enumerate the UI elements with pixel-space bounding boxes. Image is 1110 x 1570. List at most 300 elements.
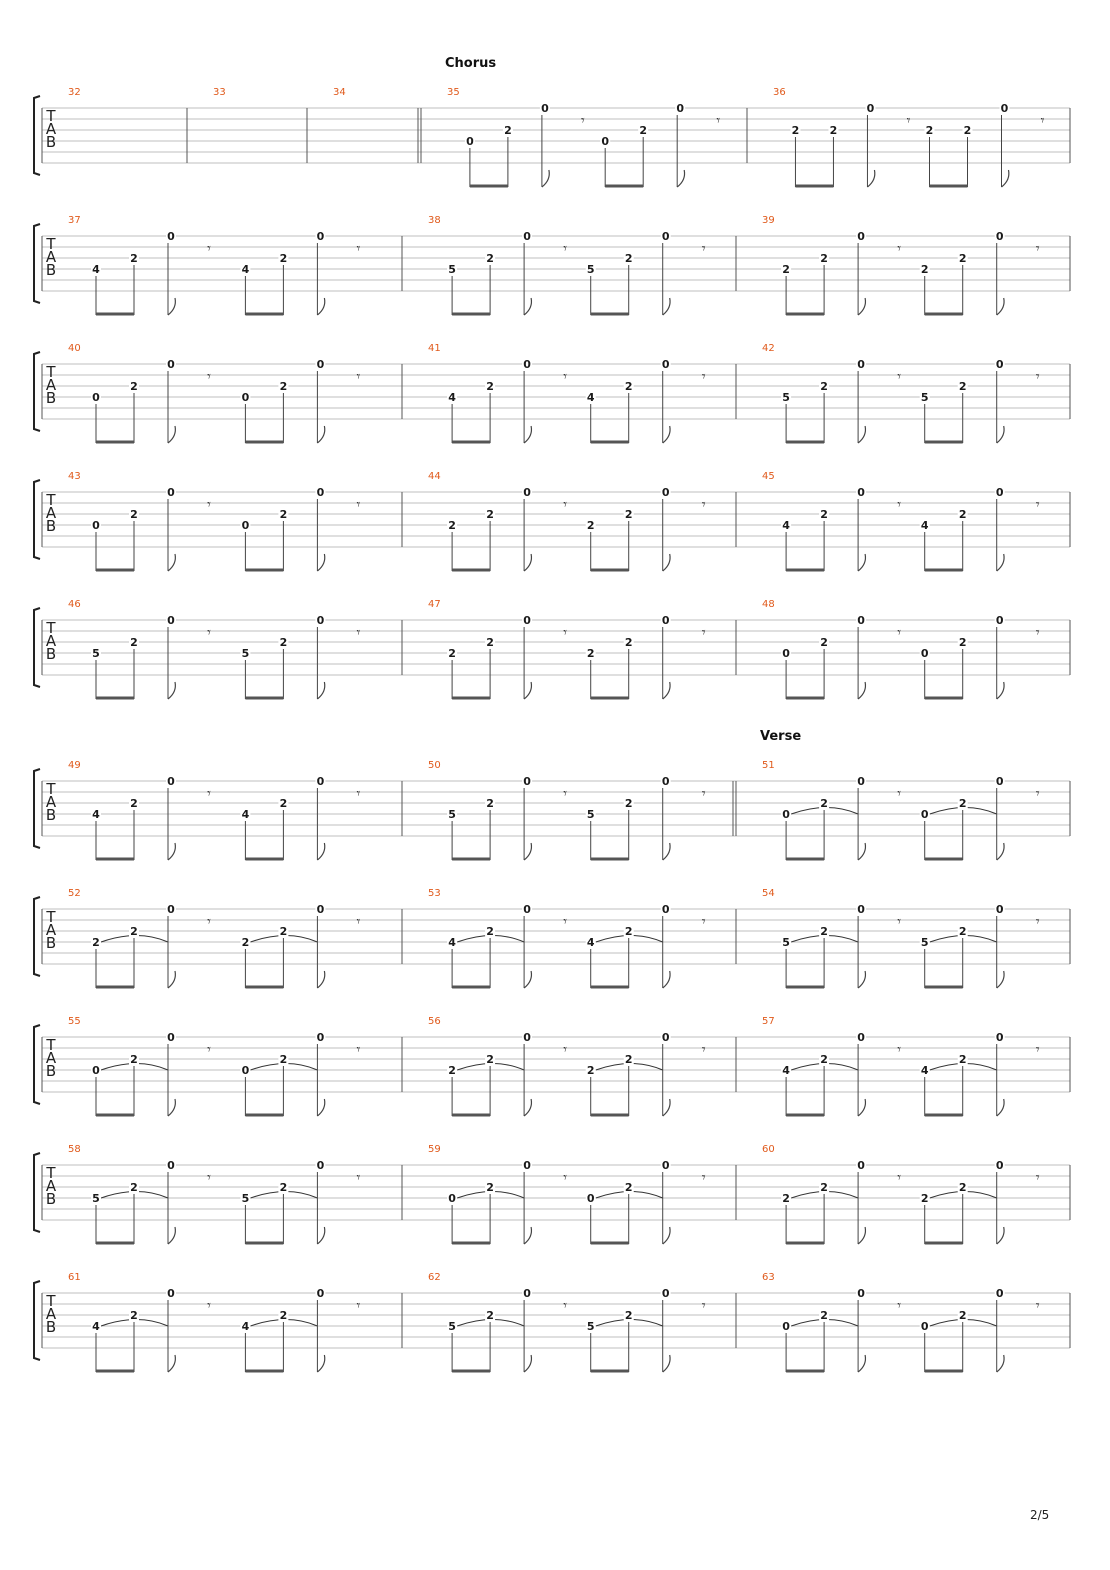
staff-system [34,471,1070,571]
fret-number-mid: 2 [963,124,972,137]
tab-clef-letter: B [45,1190,57,1208]
eighth-rest: 𝄾 [897,1298,901,1314]
fret-number-bass: 5 [920,391,929,404]
fret-number-bass: 4 [586,936,595,949]
fret-number-bass: 5 [920,936,929,949]
staff-system [34,1272,1070,1372]
note-flag [524,554,531,571]
eighth-rest: 𝄾 [207,1298,211,1314]
note-flag [663,971,670,988]
fret-number-top: 0 [541,102,549,115]
system-bracket [34,1153,40,1232]
fret-number-top: 0 [316,1287,325,1300]
fret-number-top: 0 [523,614,531,627]
fret-number-mid: 2 [486,925,494,938]
fret-number-top: 0 [857,1287,865,1300]
note-flag [677,170,684,187]
fret-number-mid: 2 [486,797,494,810]
fret-number-top: 0 [167,775,175,788]
eighth-rest: 𝄾 [356,1042,361,1058]
tab-clef-letter: B [45,389,57,407]
fret-number-top: 0 [661,230,670,243]
eighth-rest: 𝄾 [1035,497,1040,513]
eighth-rest: 𝄾 [207,914,211,930]
fret-number-bass: 5 [586,263,595,276]
fret-number-top: 0 [995,358,1004,371]
system-bracket [34,352,40,431]
fret-number-top: 0 [661,775,670,788]
fret-number-bass: 4 [448,936,456,949]
tab-clef-letter: T [46,107,56,125]
fret-number-bass: 2 [920,1192,929,1205]
fret-number-mid: 2 [958,252,967,265]
eighth-rest: 𝄾 [1035,1042,1040,1058]
fret-number-mid: 2 [958,797,967,810]
note-flag [1001,170,1008,187]
fret-number-mid: 2 [624,1309,633,1322]
note-flag [168,554,175,571]
fret-number-mid: 2 [820,380,828,393]
fret-number-top: 0 [857,614,865,627]
eighth-rest: 𝄾 [207,1042,211,1058]
fret-number-bass: 2 [920,263,929,276]
fret-number-bass: 5 [448,1320,456,1333]
fret-number-mid: 2 [958,380,967,393]
system-bracket [34,224,40,303]
note-flag [317,971,324,988]
fret-number-bass: 2 [448,519,456,532]
eighth-rest: 𝄾 [1035,241,1040,257]
fret-number-bass: 2 [782,263,790,276]
measure-number: 53 [428,888,441,899]
note-flag [663,1227,670,1244]
fret-number-top: 0 [661,486,670,499]
fret-number-bass: 0 [92,391,100,404]
eighth-rest: 𝄾 [897,497,901,513]
tab-clef-letter: T [46,908,56,926]
eighth-rest: 𝄾 [897,625,901,641]
fret-number-top: 0 [661,1287,670,1300]
fret-number-bass: 5 [586,808,595,821]
fret-number-mid: 2 [130,1309,138,1322]
fret-number-bass: 0 [782,1320,790,1333]
fret-number-bass: 2 [791,124,800,137]
eighth-rest: 𝄾 [701,1042,706,1058]
measure-number: 32 [68,87,81,98]
note-flag [168,1355,175,1372]
fret-number-top: 0 [316,903,325,916]
fret-number-bass: 0 [601,135,610,148]
note-flag [663,1099,670,1116]
fret-number-bass: 0 [241,519,250,532]
fret-number-mid: 2 [624,380,633,393]
system-bracket [34,96,40,175]
fret-number-top: 0 [676,102,685,115]
fret-number-bass: 2 [586,1064,595,1077]
eighth-rest: 𝄾 [1035,914,1040,930]
fret-number-bass: 2 [586,647,595,660]
tab-clef-letter: B [45,1062,57,1080]
system-bracket [34,480,40,559]
eighth-rest: 𝄾 [356,1298,361,1314]
fret-number-bass: 0 [920,1320,929,1333]
note-flag [858,426,865,443]
fret-number-bass: 4 [448,391,456,404]
fret-number-mid: 2 [820,1309,828,1322]
staff-system [34,343,1070,443]
tab-clef-letter: T [46,363,56,381]
eighth-rest: 𝄾 [701,369,706,385]
measure-number: 36 [773,87,786,98]
fret-number-bass: 5 [448,808,456,821]
eighth-rest: 𝄾 [563,1298,567,1314]
note-flag [168,1227,175,1244]
note-flag [858,554,865,571]
eighth-rest: 𝄾 [356,1170,361,1186]
measure-number: 61 [68,1272,81,1283]
fret-number-top: 0 [1000,102,1009,115]
eighth-rest: 𝄾 [207,625,211,641]
fret-number-top: 0 [995,775,1004,788]
fret-number-bass: 5 [92,1192,100,1205]
fret-number-mid: 2 [130,797,138,810]
measure-number: 34 [333,87,346,98]
fret-number-mid: 2 [958,636,967,649]
note-flag [524,682,531,699]
fret-number-mid: 2 [486,380,494,393]
fret-number-bass: 4 [241,263,250,276]
fret-number-top: 0 [523,1287,531,1300]
eighth-rest: 𝄾 [1035,1298,1040,1314]
note-flag [524,1355,531,1372]
fret-number-top: 0 [167,1031,175,1044]
fret-number-top: 0 [523,230,531,243]
fret-number-mid: 2 [130,1053,138,1066]
note-flag [168,843,175,860]
fret-number-bass: 4 [241,808,250,821]
fret-number-mid: 2 [820,636,828,649]
measure-number: 42 [762,343,775,354]
fret-number-bass: 5 [448,263,456,276]
tab-clef-letter: B [45,133,57,151]
note-flag [542,170,549,187]
fret-number-top: 0 [857,1159,865,1172]
staff-system [34,56,1070,187]
fret-number-top: 0 [167,358,175,371]
fret-number-mid: 2 [130,925,138,938]
measure-number: 47 [428,599,441,610]
eighth-rest: 𝄾 [207,786,211,802]
eighth-rest: 𝄾 [207,241,211,257]
tab-clef-letter: A [45,120,57,138]
fret-number-top: 0 [995,614,1004,627]
fret-number-mid: 2 [624,925,633,938]
fret-number-mid: 2 [624,1181,633,1194]
fret-number-mid: 2 [820,252,828,265]
staff-system [34,1016,1070,1116]
tab-clef-letter: T [46,1164,56,1182]
eighth-rest: 𝄾 [897,786,901,802]
fret-number-mid: 2 [279,1053,288,1066]
fret-number-bass: 0 [92,1064,100,1077]
fret-number-mid: 2 [486,1309,494,1322]
note-flag [997,682,1004,699]
eighth-rest: 𝄾 [1035,369,1040,385]
fret-number-mid: 2 [279,252,288,265]
measure-number: 63 [762,1272,775,1283]
note-flag [858,298,865,315]
fret-number-mid: 2 [486,636,494,649]
note-flag [524,298,531,315]
note-flag [168,971,175,988]
fret-number-top: 0 [523,486,531,499]
fret-number-top: 0 [995,1031,1004,1044]
eighth-rest: 𝄾 [701,497,706,513]
fret-number-top: 0 [995,486,1004,499]
fret-number-mid: 2 [279,380,288,393]
measure-number: 44 [428,471,441,482]
fret-number-bass: 4 [92,1320,100,1333]
fret-number-top: 0 [316,230,325,243]
eighth-rest: 𝄾 [356,625,361,641]
fret-number-bass: 0 [241,1064,250,1077]
fret-number-mid: 2 [958,1181,967,1194]
fret-number-mid: 2 [958,508,967,521]
eighth-rest: 𝄾 [716,113,721,129]
note-flag [168,682,175,699]
fret-number-bass: 4 [920,519,929,532]
note-flag [663,426,670,443]
fret-number-bass: 2 [586,519,595,532]
measure-number: 51 [762,760,775,771]
fret-number-bass: 0 [448,1192,456,1205]
fret-number-mid: 2 [820,925,828,938]
note-flag [858,1099,865,1116]
fret-number-bass: 0 [782,808,790,821]
note-flag [317,1227,324,1244]
eighth-rest: 𝄾 [701,1298,706,1314]
measure-number: 39 [762,215,775,226]
eighth-rest: 𝄾 [897,369,901,385]
fret-number-mid: 2 [958,1309,967,1322]
fret-number-bass: 5 [782,936,790,949]
eighth-rest: 𝄾 [581,113,585,129]
tab-clef-letter: B [45,934,57,952]
eighth-rest: 𝄾 [1035,786,1040,802]
fret-number-mid: 2 [279,1181,288,1194]
eighth-rest: 𝄾 [701,241,706,257]
fret-number-mid: 2 [504,124,512,137]
section-label: Chorus [445,56,497,71]
fret-number-mid: 2 [130,1181,138,1194]
system-bracket [34,769,40,848]
note-flag [317,426,324,443]
measure-number: 58 [68,1144,81,1155]
note-flag [317,298,324,315]
note-flag [997,1355,1004,1372]
note-flag [663,843,670,860]
fret-number-mid: 2 [130,252,138,265]
fret-number-bass: 4 [782,519,790,532]
fret-number-top: 0 [661,1031,670,1044]
eighth-rest: 𝄾 [897,1170,901,1186]
fret-number-top: 0 [316,486,325,499]
fret-number-mid: 2 [820,1181,828,1194]
measure-number: 46 [68,599,81,610]
fret-number-top: 0 [316,358,325,371]
eighth-rest: 𝄾 [701,914,706,930]
note-flag [317,1355,324,1372]
fret-number-bass: 0 [920,647,929,660]
fret-number-top: 0 [316,775,325,788]
note-flag [997,1227,1004,1244]
tab-clef-letter: T [46,235,56,253]
measure-number: 50 [428,760,441,771]
note-flag [317,843,324,860]
note-flag [663,1355,670,1372]
note-flag [858,1227,865,1244]
fret-number-mid: 2 [486,1181,494,1194]
eighth-rest: 𝄾 [356,369,361,385]
fret-number-mid: 2 [624,636,633,649]
note-flag [997,426,1004,443]
tab-clef-letter: A [45,1177,57,1195]
fret-number-bass: 4 [586,391,595,404]
fret-number-bass: 5 [241,1192,250,1205]
fret-number-top: 0 [995,903,1004,916]
fret-number-mid: 2 [820,797,828,810]
system-bracket [34,608,40,687]
tab-clef-letter: T [46,780,56,798]
tab-clef-letter: B [45,806,57,824]
fret-number-top: 0 [661,358,670,371]
fret-number-bass: 0 [92,519,100,532]
eighth-rest: 𝄾 [207,497,211,513]
note-flag [524,426,531,443]
measure-number: 57 [762,1016,775,1027]
note-flag [858,971,865,988]
tab-clef-letter: T [46,1292,56,1310]
note-flag [997,554,1004,571]
tab-clef-letter: A [45,1305,57,1323]
fret-number-mid: 2 [958,1053,967,1066]
eighth-rest: 𝄾 [1035,1170,1040,1186]
eighth-rest: 𝄾 [356,914,361,930]
system-bracket [34,1281,40,1360]
note-flag [317,682,324,699]
tab-clef-letter: B [45,1318,57,1336]
fret-number-top: 0 [661,614,670,627]
tab-clef-letter: A [45,1049,57,1067]
fret-number-top: 0 [316,1031,325,1044]
note-flag [663,682,670,699]
fret-number-top: 0 [316,1159,325,1172]
fret-number-top: 0 [316,614,325,627]
eighth-rest: 𝄾 [897,241,901,257]
eighth-rest: 𝄾 [356,497,361,513]
fret-number-bass: 0 [241,391,250,404]
fret-number-top: 0 [857,358,865,371]
fret-number-mid: 2 [820,1053,828,1066]
fret-number-bass: 5 [782,391,790,404]
fret-number-bass: 2 [448,647,456,660]
note-flag [858,843,865,860]
tab-clef-letter: A [45,504,57,522]
fret-number-top: 0 [167,1287,175,1300]
note-flag [524,843,531,860]
fret-number-bass: 5 [241,647,250,660]
note-flag [867,170,874,187]
fret-number-mid: 2 [279,636,288,649]
fret-number-mid: 2 [958,925,967,938]
eighth-rest: 𝄾 [207,1170,211,1186]
note-flag [168,298,175,315]
eighth-rest: 𝄾 [563,914,567,930]
staff-system [34,1144,1070,1244]
measure-number: 62 [428,1272,441,1283]
fret-number-bass: 0 [782,647,790,660]
measure-number: 37 [68,215,81,226]
measure-number: 43 [68,471,81,482]
fret-number-top: 0 [167,1159,175,1172]
section-label: Verse [760,729,802,744]
staff-system [34,729,1070,860]
fret-number-mid: 2 [486,1053,494,1066]
fret-number-top: 0 [866,102,875,115]
eighth-rest: 𝄾 [563,1042,567,1058]
fret-number-mid: 2 [624,508,633,521]
note-flag [317,554,324,571]
fret-number-top: 0 [857,1031,865,1044]
fret-number-bass: 2 [241,936,250,949]
eighth-rest: 𝄾 [563,1170,567,1186]
note-flag [524,1227,531,1244]
eighth-rest: 𝄾 [897,1042,901,1058]
eighth-rest: 𝄾 [563,241,567,257]
fret-number-bass: 4 [92,808,100,821]
fret-number-bass: 5 [586,1320,595,1333]
measure-number: 49 [68,760,81,771]
measure-number: 59 [428,1144,441,1155]
fret-number-top: 0 [523,1031,531,1044]
fret-number-bass: 4 [92,263,100,276]
fret-number-top: 0 [167,614,175,627]
fret-number-mid: 2 [279,797,288,810]
measure-number: 56 [428,1016,441,1027]
note-flag [997,843,1004,860]
eighth-rest: 𝄾 [563,369,567,385]
fret-number-mid: 2 [624,1053,633,1066]
tab-clef-letter: B [45,261,57,279]
tab-clef-letter: T [46,491,56,509]
fret-number-mid: 2 [279,1309,288,1322]
measure-number: 33 [213,87,226,98]
fret-number-top: 0 [995,1287,1004,1300]
fret-number-top: 0 [167,486,175,499]
fret-number-bass: 2 [92,936,100,949]
measure-number: 40 [68,343,81,354]
measure-number: 54 [762,888,775,899]
note-flag [858,1355,865,1372]
tab-clef-letter: A [45,921,57,939]
fret-number-top: 0 [857,486,865,499]
tab-clef-letter: A [45,632,57,650]
fret-number-bass: 2 [448,1064,456,1077]
fret-number-bass: 0 [466,135,474,148]
fret-number-mid: 2 [130,636,138,649]
tab-clef-letter: A [45,248,57,266]
measure-number: 41 [428,343,441,354]
